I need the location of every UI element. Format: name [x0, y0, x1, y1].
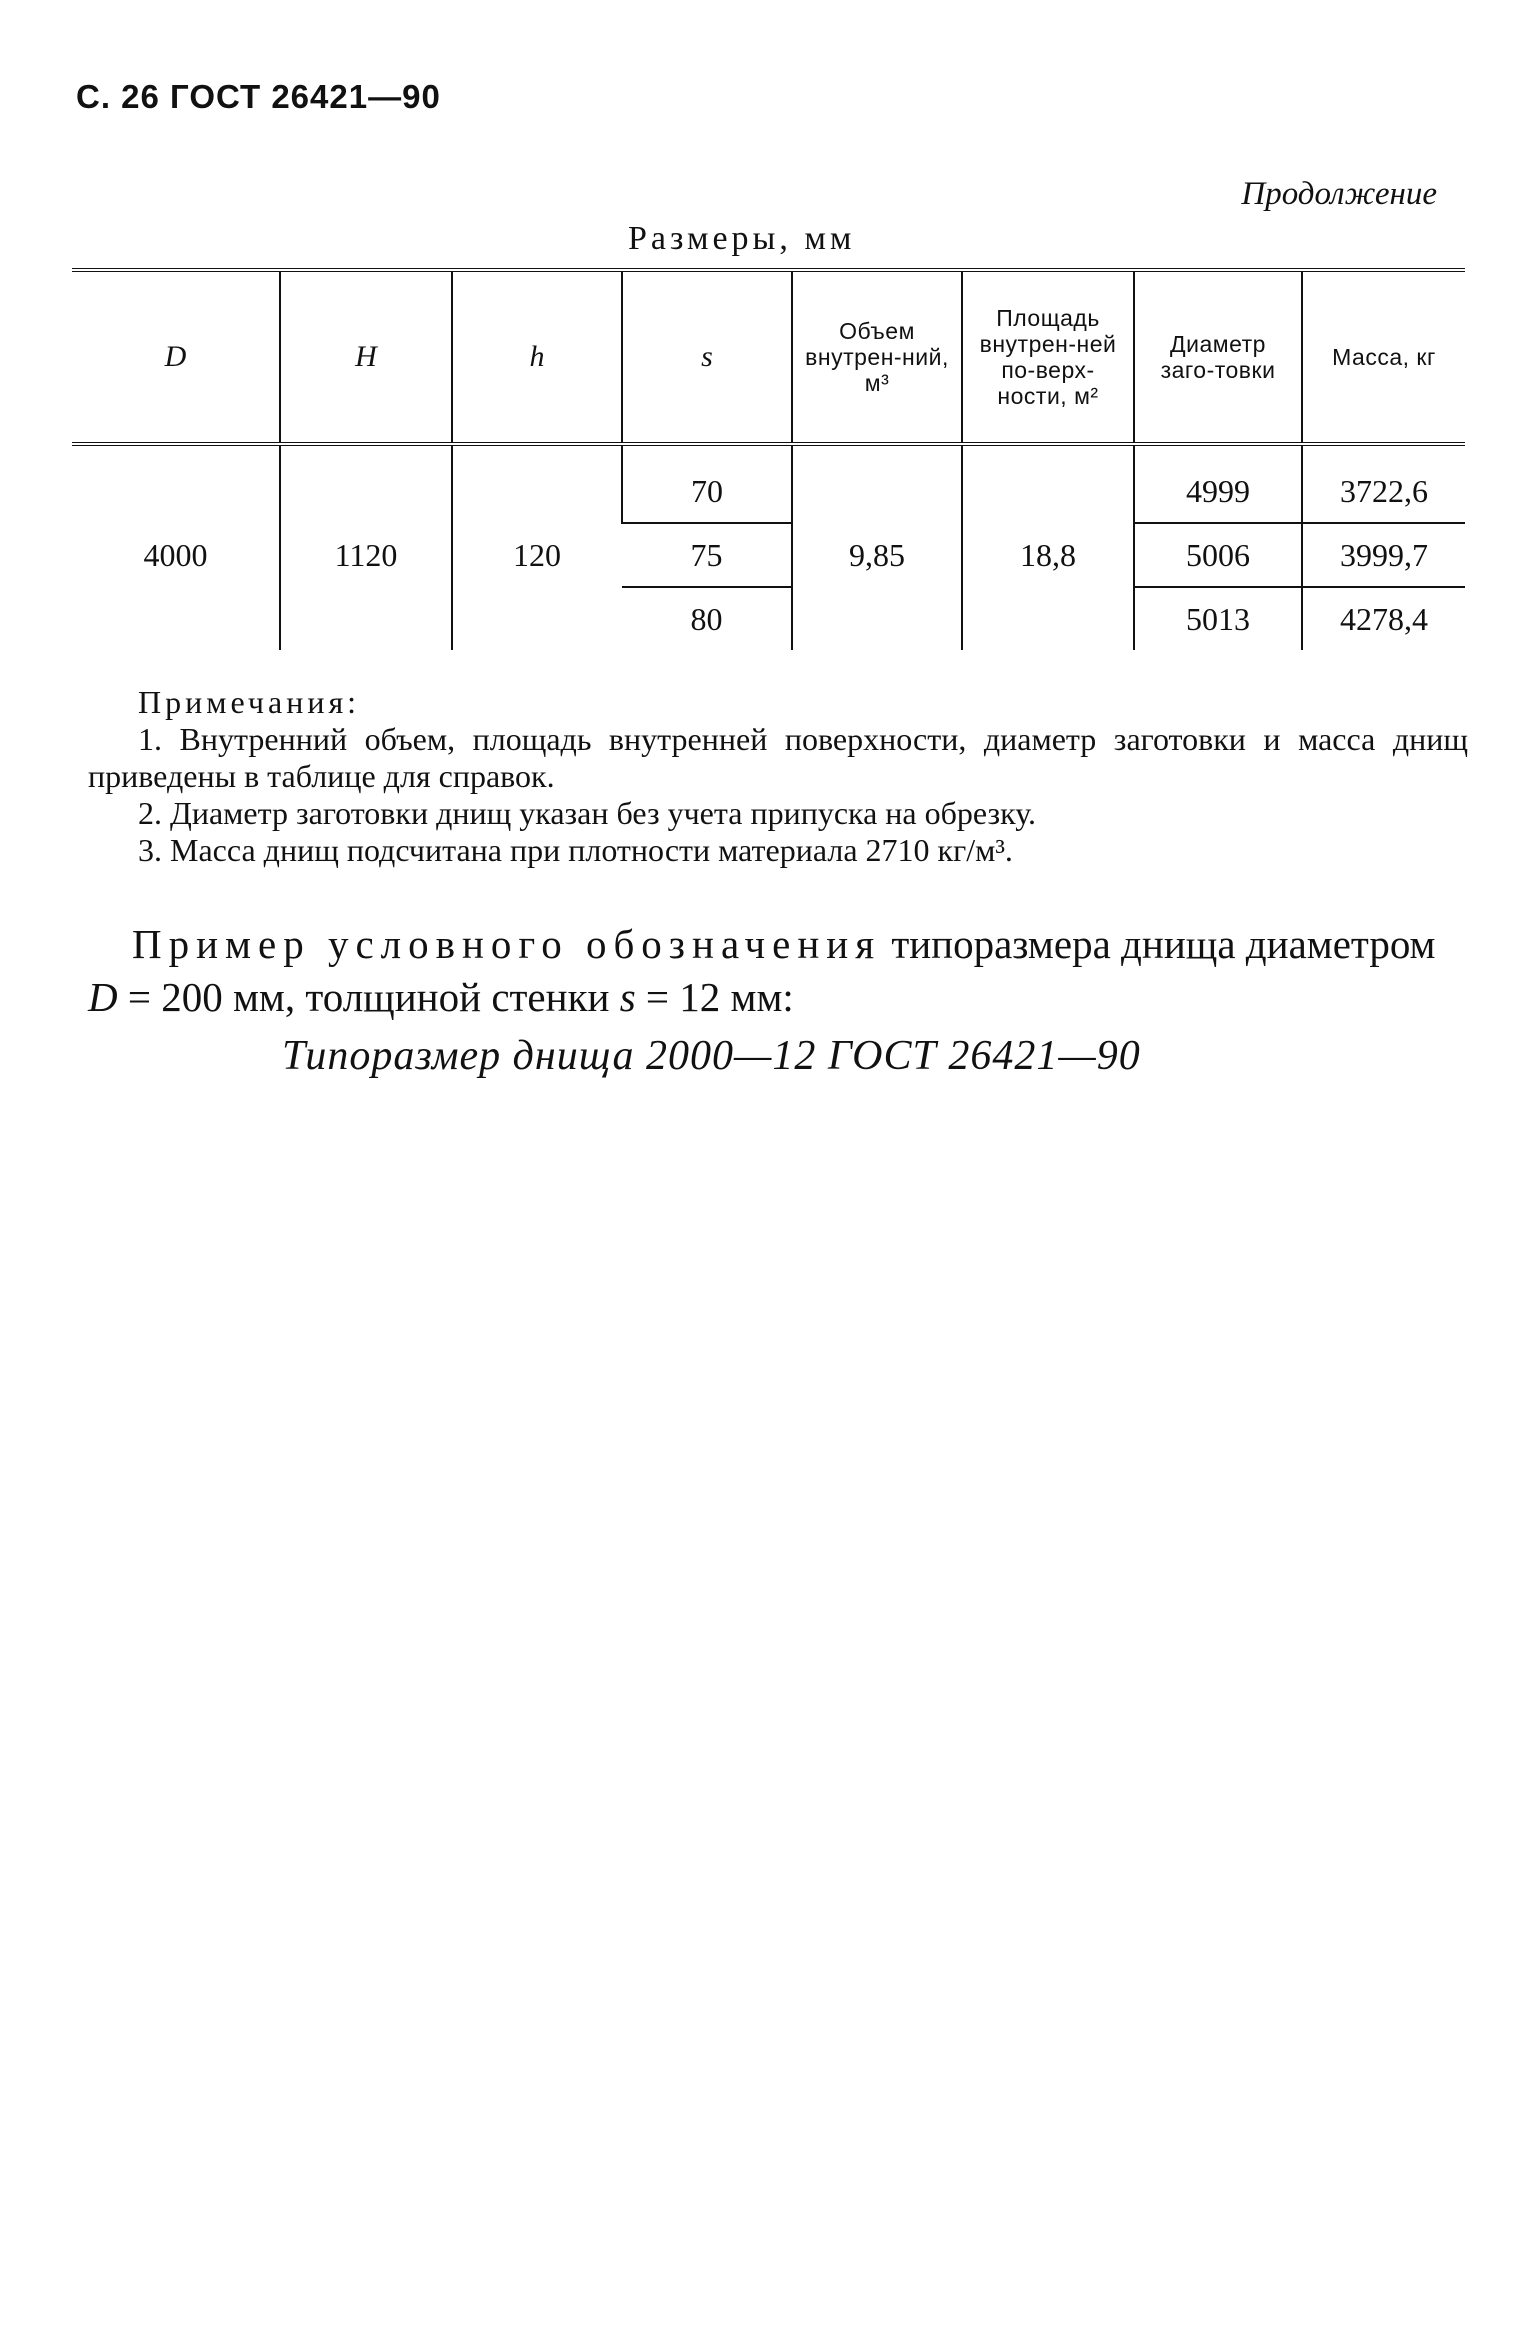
header-area: Площадь внутрен-ней по-верх-ности, м²	[962, 270, 1134, 444]
cell-blank-diameter: 5006	[1134, 523, 1302, 587]
header-volume: Объем внутрен-ний, м³	[792, 270, 962, 444]
continuation-label: Продолжение	[1241, 176, 1437, 212]
cell-d: 4000	[143, 536, 208, 573]
cell-area: 18,8	[962, 444, 1134, 650]
cell-s: 70	[622, 444, 792, 523]
cell-mass: 3722,6	[1302, 444, 1465, 523]
header-mass: Масса, кг	[1302, 270, 1465, 444]
page-header: С. 26 ГОСТ 26421—90	[76, 78, 441, 115]
cell-blank-diameter: 4999	[1134, 444, 1302, 523]
cell-mass: 4278,4	[1302, 587, 1465, 650]
cell-mass: 3999,7	[1302, 523, 1465, 587]
note-item: 3. Масса днищ подсчитана при плотности материала 2710 кг/м³.	[138, 832, 1013, 868]
cell-s: 75	[622, 523, 792, 587]
notes-section	[88, 684, 1468, 869]
example-symbol-s: s	[619, 974, 636, 1020]
example-text: = 12 мм:	[635, 974, 794, 1020]
header-d: D	[72, 270, 280, 444]
dimensions-table-container	[72, 268, 1465, 650]
header-h-lower: h	[452, 270, 622, 444]
cell-h-upper: 1120	[280, 444, 452, 650]
dimensions-table	[72, 268, 1465, 650]
example-text: типоразмера днища диаметром	[881, 921, 1436, 967]
header-blank-diameter: Диаметр заго-товки	[1134, 270, 1302, 444]
cell-volume: 9,85	[792, 444, 962, 650]
table-caption: Размеры, мм	[628, 220, 856, 257]
table-header-row	[72, 270, 1465, 444]
example-symbol-d: D	[88, 974, 118, 1020]
cell-blank-diameter: 5013	[1134, 587, 1302, 650]
example-text: = 200 мм, толщиной стенки	[117, 974, 620, 1020]
example-lead: Пример условного обозначения	[132, 921, 882, 967]
header-h-upper: H	[280, 270, 452, 444]
note-item: 1. Внутренний объем, площадь внутренней поверхности, диаметр заготовки и масса днищ приведены в таблице для справок.	[88, 721, 1468, 794]
table-row	[72, 444, 1465, 523]
cell-s: 80	[690, 600, 723, 637]
cell-h-lower: 120	[452, 444, 622, 650]
designation-line: Типоразмер днища 2000—12 ГОСТ 26421—90	[282, 1033, 1141, 1079]
designation-example	[88, 918, 1463, 1024]
note-item: 2. Диаметр заготовки днищ указан без учета припуска на обрезку.	[138, 795, 1037, 831]
notes-title: Примечания:	[138, 684, 361, 720]
header-s: s	[622, 270, 792, 444]
